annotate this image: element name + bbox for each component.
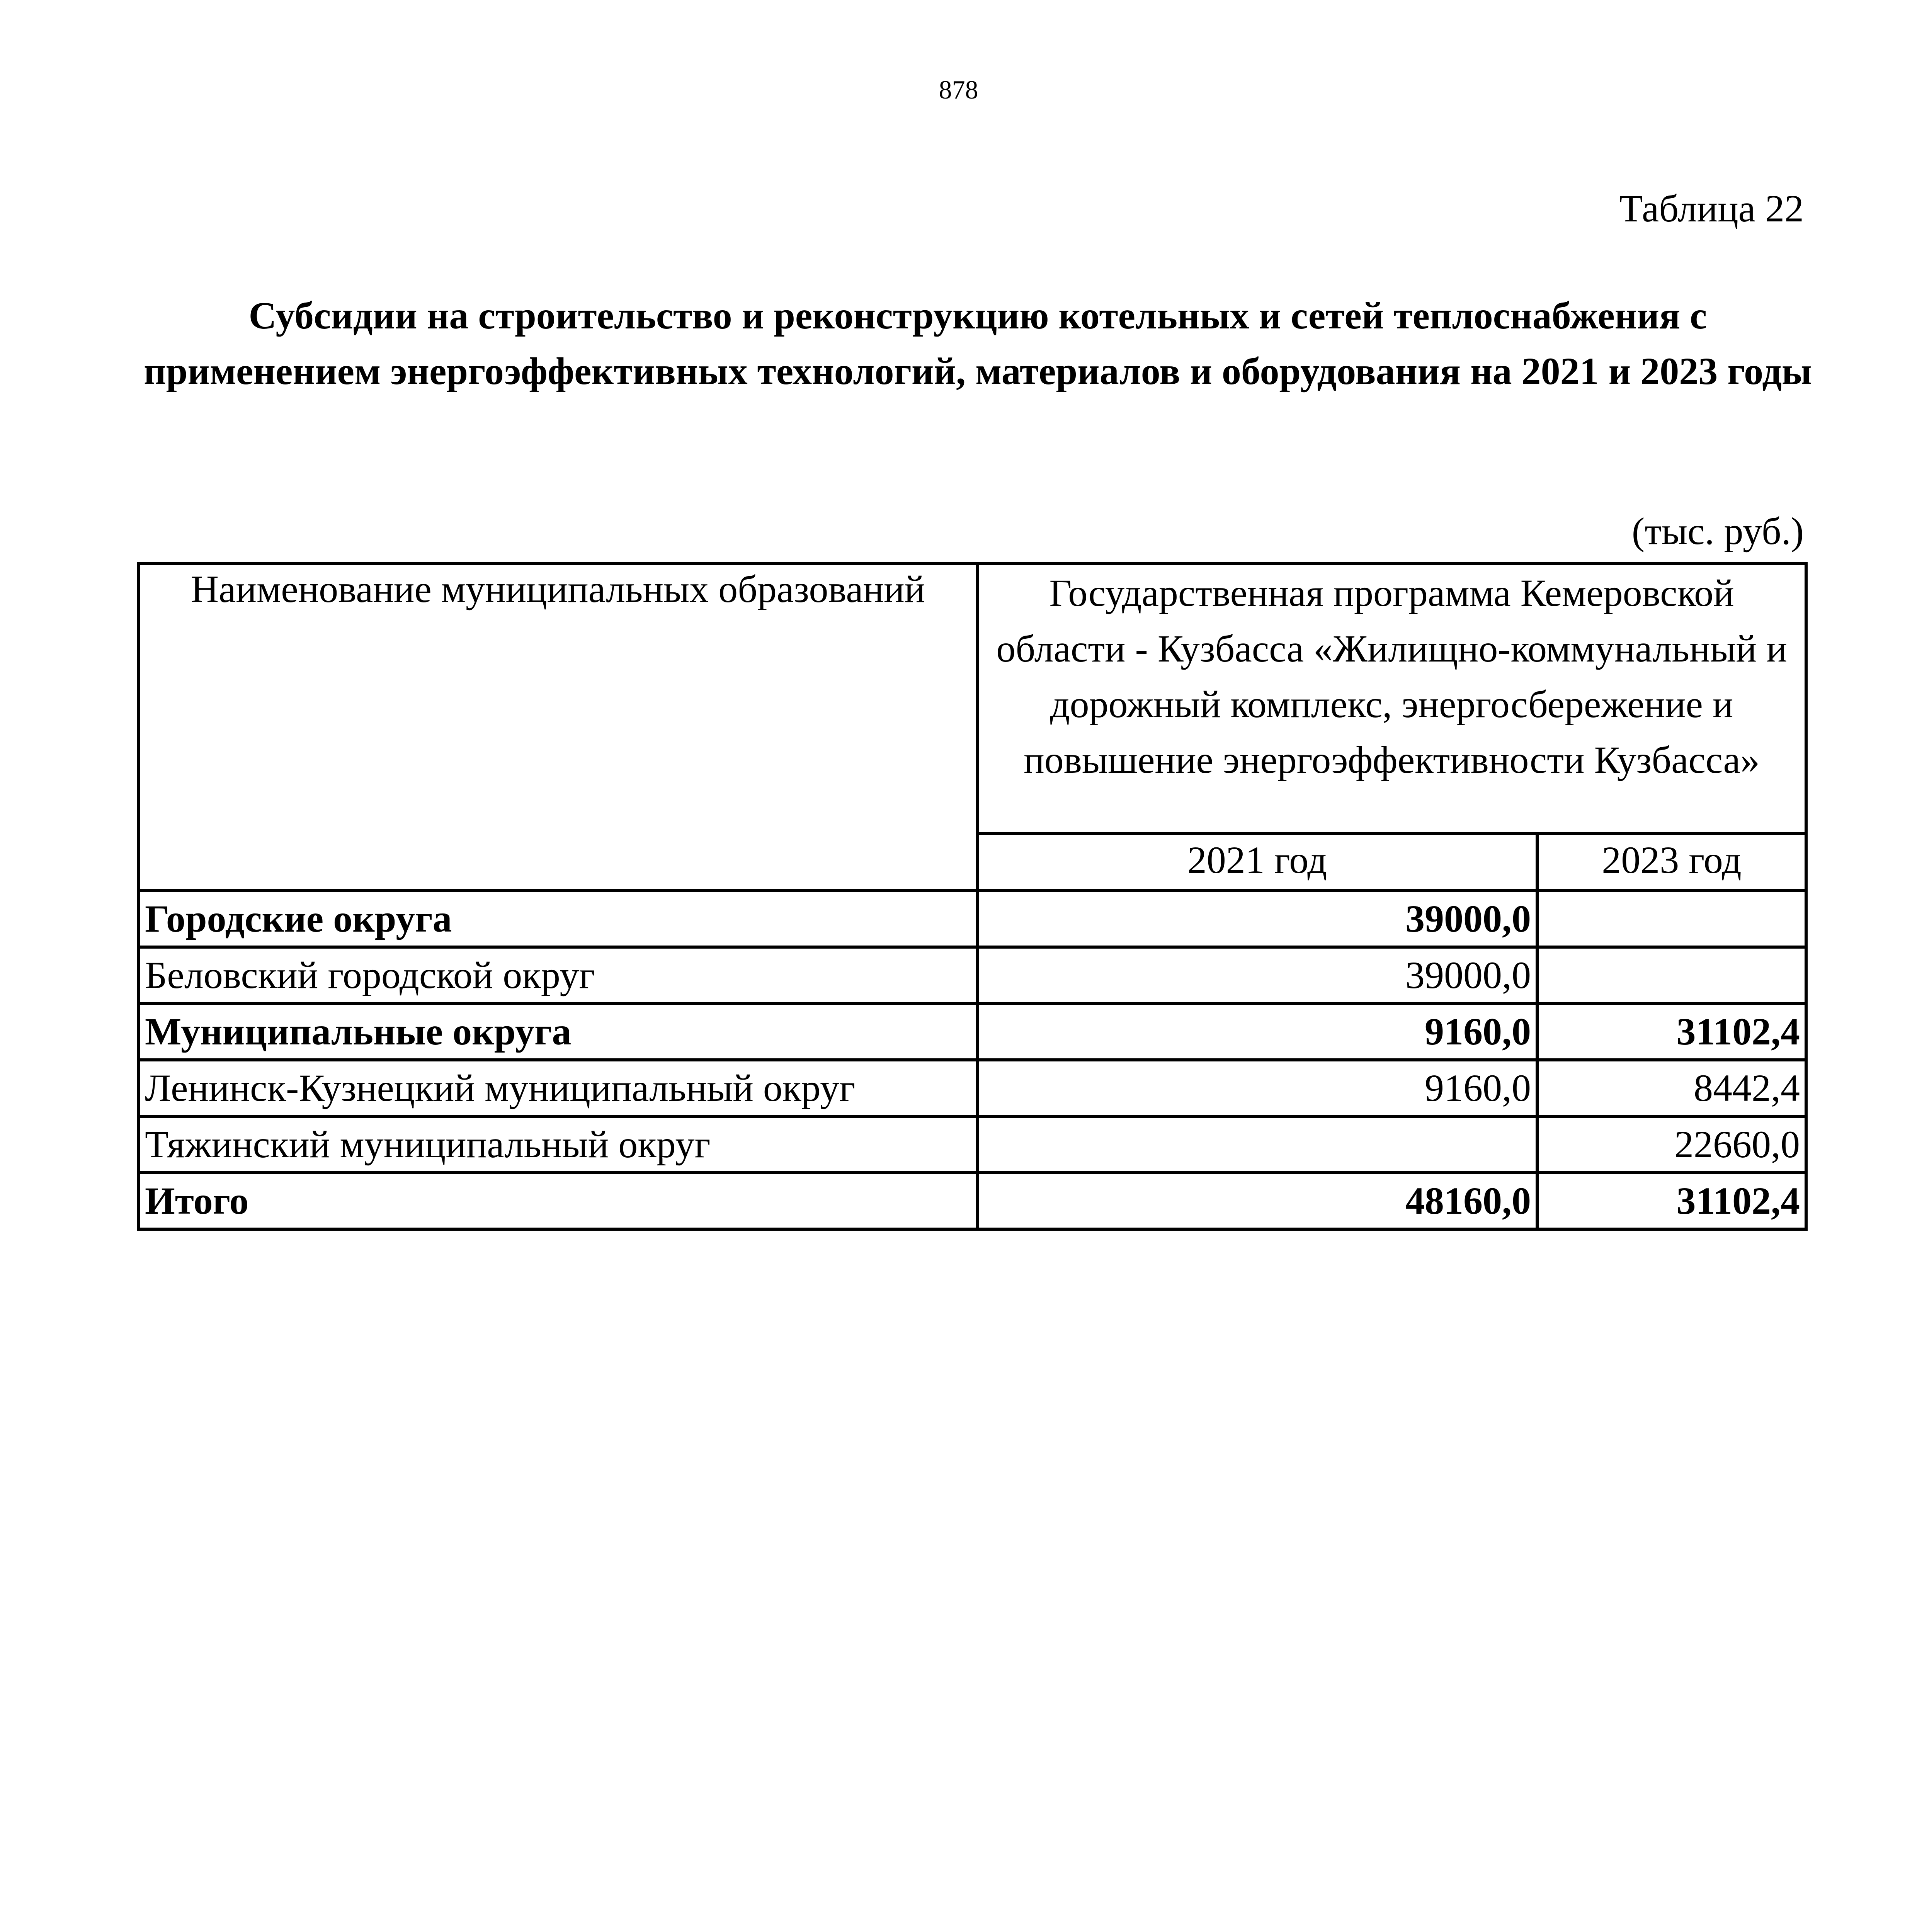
row-name: Городские округа <box>139 891 977 947</box>
subsidies-table <box>137 562 1808 1231</box>
value-2023 <box>1537 947 1806 1003</box>
row-name: Беловский городской округ <box>139 947 977 1003</box>
document-title: Субсидии на строительство и реконструкцию котельных и сетей теплоснабжения с применением энергоэффективных технологий, материалов и оборудования на 2021 и 2023 годы <box>144 294 1812 393</box>
row-name: Тяжинский муниципальный округ <box>139 1116 977 1173</box>
table-row-municipal-districts <box>139 1003 1806 1060</box>
row-name: Муниципальные округа <box>139 1003 977 1060</box>
value-2021: 9160,0 <box>977 1060 1537 1116</box>
table-row-belovsky <box>139 947 1806 1003</box>
value-2021: 39000,0 <box>977 947 1537 1003</box>
table-row-urban-districts <box>139 891 1806 947</box>
table-row-total <box>139 1173 1806 1229</box>
page-number: 878 <box>939 75 978 104</box>
header-municipality-name: Наименование муниципальных образований <box>139 564 977 891</box>
value-2023: 31102,4 <box>1537 1003 1806 1060</box>
table-body <box>139 891 1806 1229</box>
row-name: Ленинск-Кузнецкий муниципальный округ <box>139 1060 977 1116</box>
value-2023 <box>1537 891 1806 947</box>
header-year-2023: 2023 год <box>1537 833 1806 891</box>
value-2021: 9160,0 <box>977 1003 1537 1060</box>
table-row-leninsk-kuznetsky <box>139 1060 1806 1116</box>
units-label: (тыс. руб.) <box>1631 510 1804 553</box>
table-row-tyazhinsky <box>139 1116 1806 1173</box>
value-2021: 48160,0 <box>977 1173 1537 1229</box>
value-2023: 8442,4 <box>1537 1060 1806 1116</box>
header-state-program: Государственная программа Кемеровской области - Кузбасса «Жилищно-коммунальный и дорожный комплекс, энергосбережение и повышение энергоэффективности Кузбасса» <box>977 564 1806 833</box>
header-year-2021: 2021 год <box>977 833 1537 891</box>
row-name: Итого <box>139 1173 977 1229</box>
value-2021: 39000,0 <box>977 891 1537 947</box>
table-number: Таблица 22 <box>1619 187 1804 230</box>
value-2021 <box>977 1116 1537 1173</box>
value-2023: 31102,4 <box>1537 1173 1806 1229</box>
value-2023: 22660,0 <box>1537 1116 1806 1173</box>
